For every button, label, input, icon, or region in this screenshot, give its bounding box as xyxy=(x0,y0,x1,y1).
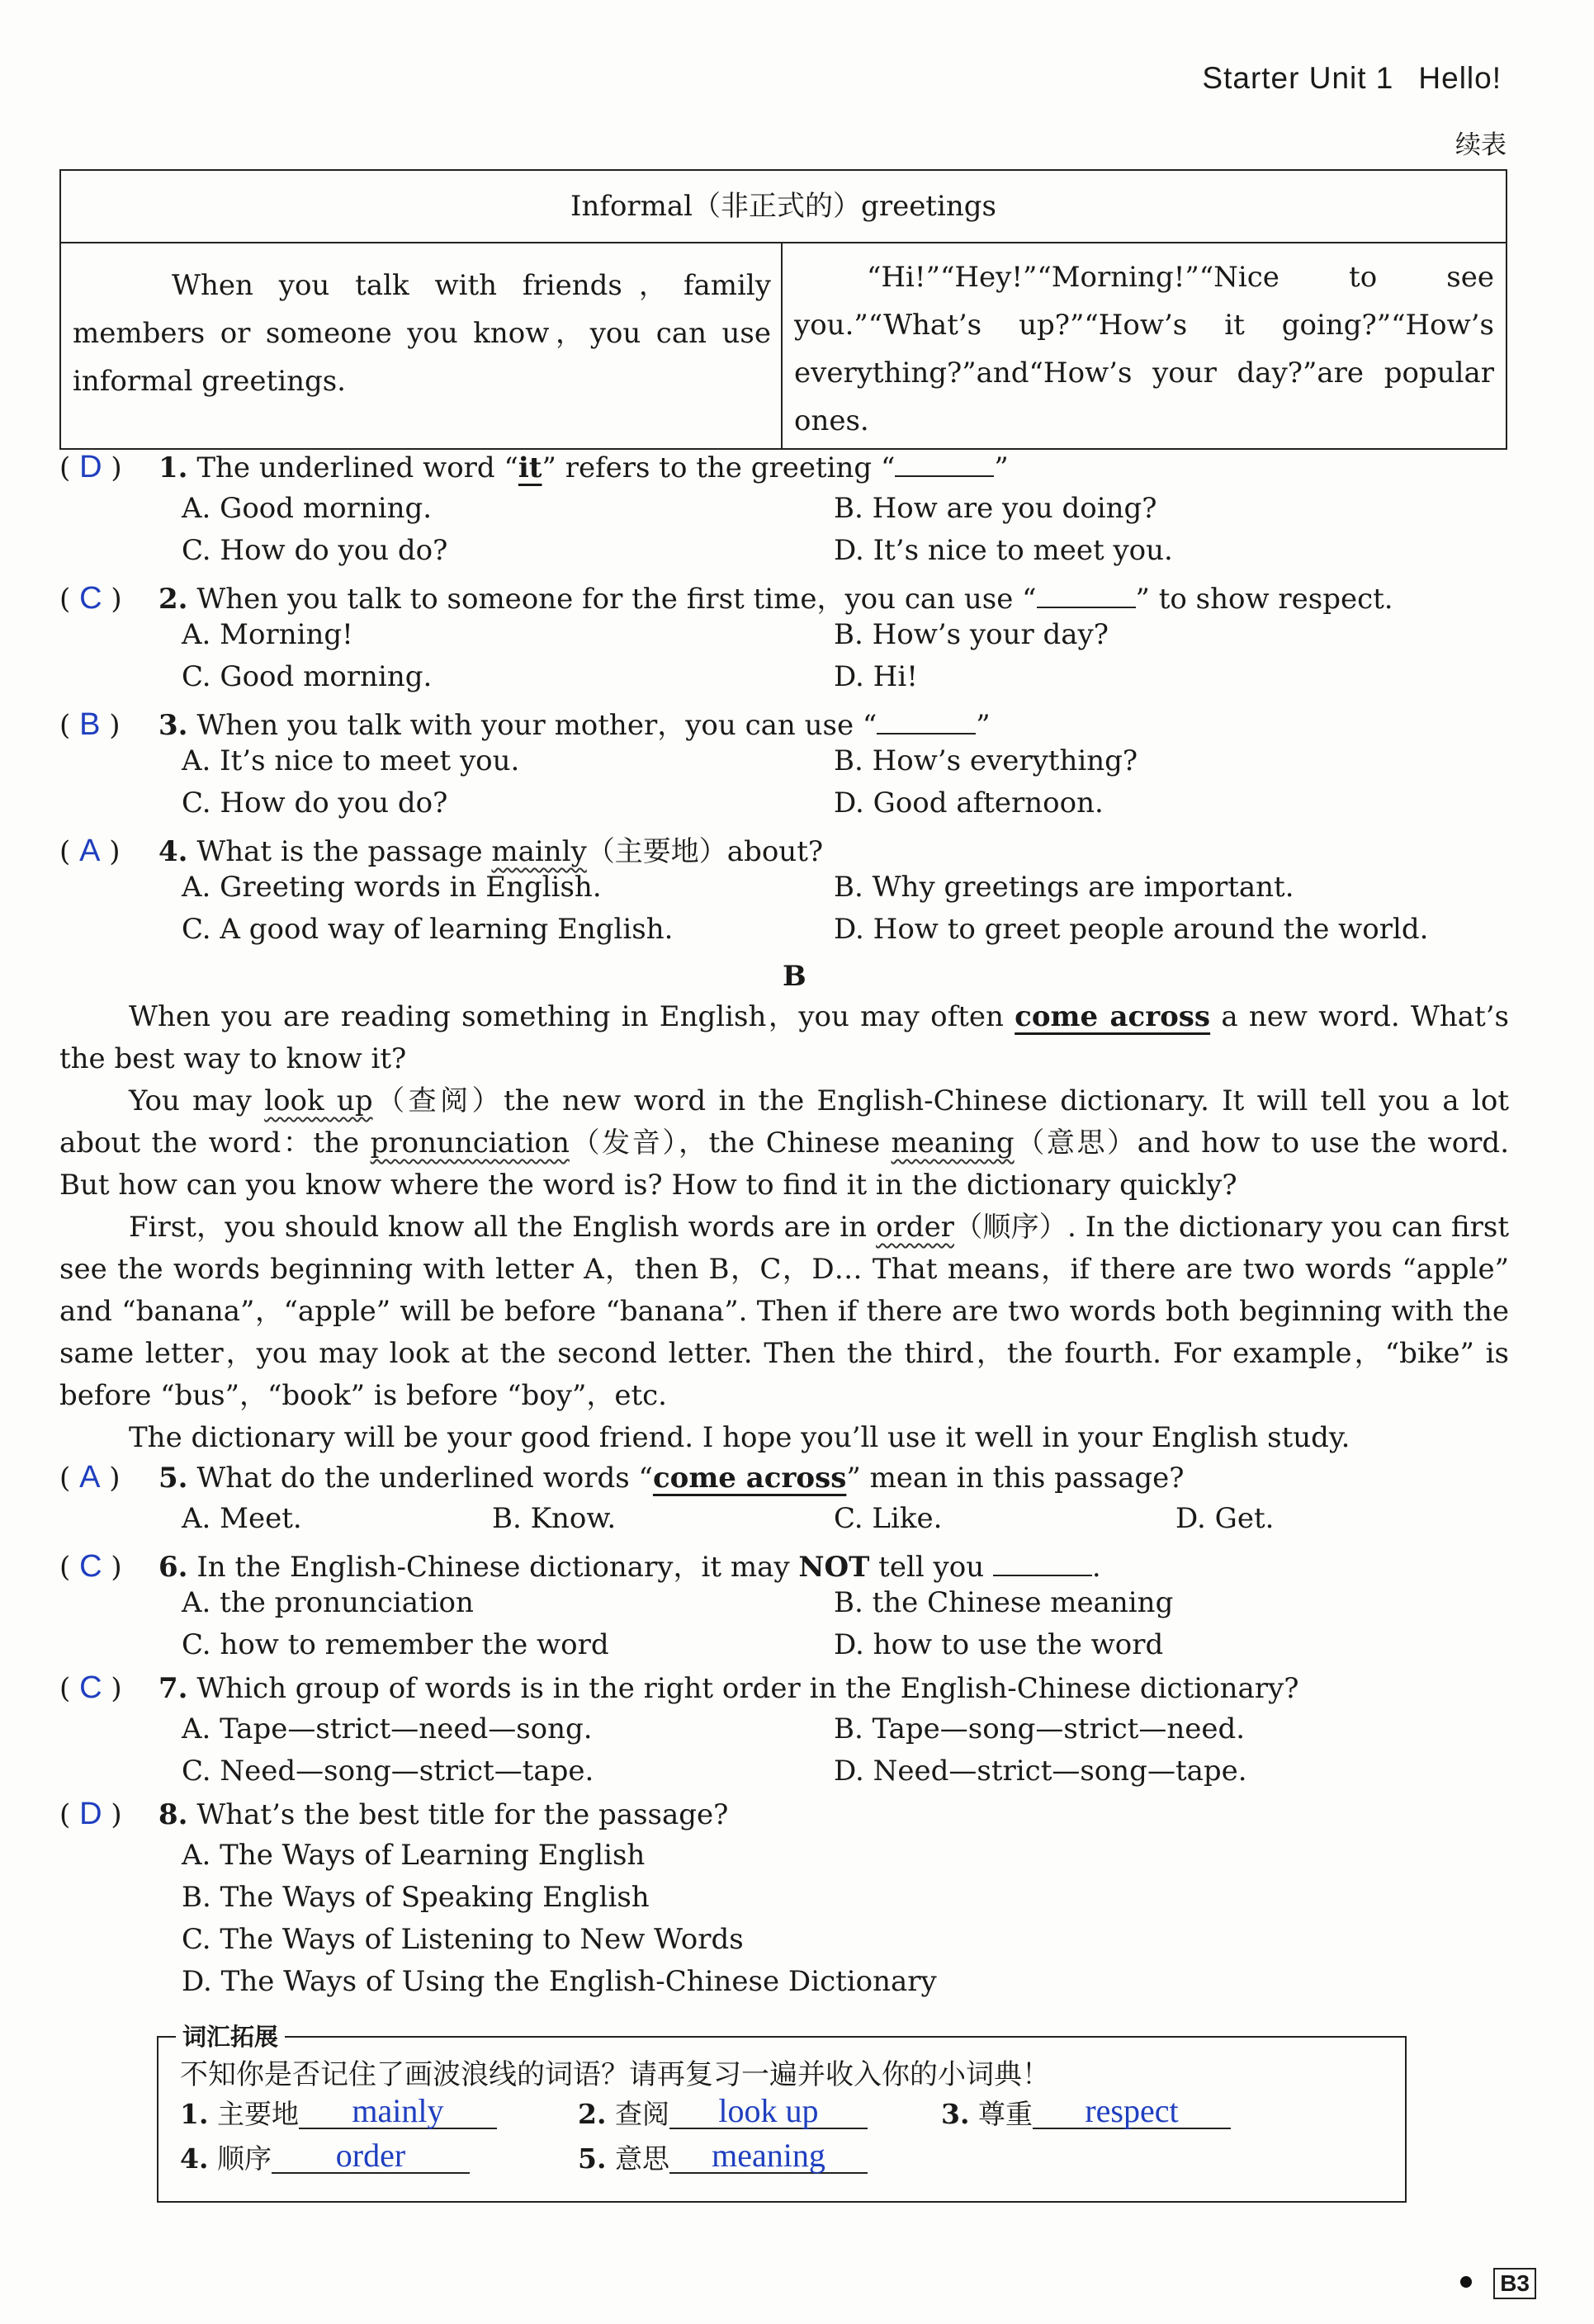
table-right-cell xyxy=(782,243,1506,449)
option-6a: A. the pronunciation xyxy=(182,1586,474,1619)
question-text: Which group of words is in the right order in the English-Chinese dictionary? xyxy=(196,1672,1299,1705)
vocab-cn: 查阅 xyxy=(614,2098,669,2130)
question-4: ( A ) 4. What is the passage mainly（主要地）about? xyxy=(59,834,824,868)
wavy-word: pronunciation xyxy=(370,1127,570,1160)
question-number: 6. xyxy=(158,1551,188,1584)
bold-word: NOT xyxy=(798,1551,870,1584)
option-7b: B. Tape—song—strict—need. xyxy=(834,1712,1246,1745)
option-1b: B. How are you doing? xyxy=(834,492,1157,525)
vocab-cn: 主要地 xyxy=(216,2098,299,2130)
passage-text: You may xyxy=(129,1084,265,1117)
answer-8: D xyxy=(79,1797,102,1831)
option-1d: D. It’s nice to meet you. xyxy=(834,534,1173,567)
answer-5: A xyxy=(79,1460,101,1495)
option-2d: D. Hi! xyxy=(834,660,918,693)
option-8c: C. The Ways of Listening to New Words xyxy=(182,1923,744,1956)
passage-paragraph-1 xyxy=(59,996,1509,1080)
passage-b xyxy=(59,996,1509,1459)
vocab-cn: 尊重 xyxy=(977,2098,1033,2130)
question-text: What is the passage xyxy=(196,835,492,868)
option-5d: D. Get. xyxy=(1175,1502,1275,1535)
option-7c: C. Need—song—strict—tape. xyxy=(182,1755,594,1788)
question-text: The underlined word “ xyxy=(196,451,518,484)
vocab-cn: 顺序 xyxy=(216,2142,272,2175)
option-1a: A. Good morning. xyxy=(182,492,433,525)
question-number: 4. xyxy=(158,835,188,868)
question-6: ( C ) 6. In the English-Chinese dictionary，it may NOT tell you . xyxy=(59,1549,1101,1584)
question-number: 2. xyxy=(158,583,188,616)
passage-text: When you are reading something in English，you may often xyxy=(129,1000,1015,1033)
vocab-num: 5. xyxy=(578,2142,607,2175)
vocab-answer: meaning xyxy=(669,2139,868,2174)
option-4d: D. How to greet people around the world. xyxy=(834,913,1429,946)
passage-paragraph-4: The dictionary will be your good friend. I hope you’ll use it well in your English study. xyxy=(129,1421,1350,1454)
answer-4: A xyxy=(79,834,101,868)
question-text: （主要地）about? xyxy=(586,835,824,868)
vocab-item-5 xyxy=(578,2137,868,2176)
question-text: When you talk to someone for the first time，you can use “ xyxy=(196,583,1037,616)
option-8a: A. The Ways of Learning English xyxy=(182,1839,646,1872)
question-text: When you talk with your mother，you can use “ xyxy=(196,709,877,742)
option-1c: C. How do you do? xyxy=(182,534,448,567)
option-3b: B. How’s everything? xyxy=(834,744,1138,777)
vocab-answer: mainly xyxy=(299,2095,497,2129)
question-text: ” to show respect. xyxy=(1135,583,1393,616)
answer-3: B xyxy=(79,707,101,742)
unit-title: Hello! xyxy=(1418,61,1502,95)
table-heading: Informal（非正式的）greetings xyxy=(60,170,1506,243)
running-header xyxy=(1202,61,1502,96)
option-7d: D. Need—strict—song—tape. xyxy=(834,1755,1247,1788)
option-4b: B. Why greetings are important. xyxy=(834,871,1294,904)
option-6b: B. the Chinese meaning xyxy=(834,1586,1174,1619)
vocab-answer: look up xyxy=(669,2095,868,2129)
question-text: ” xyxy=(994,451,1009,484)
question-1: ( D ) 1. The underlined word “it” refers to the greeting “ ” xyxy=(59,450,1009,484)
unit-label: Starter Unit 1 xyxy=(1202,61,1394,95)
wavy-word: mainly xyxy=(491,835,587,868)
option-8b: B. The Ways of Speaking English xyxy=(182,1881,650,1914)
question-number: 5. xyxy=(158,1462,188,1495)
option-3c: C. How do you do? xyxy=(182,786,448,820)
question-text: What’s the best title for the passage? xyxy=(196,1798,729,1831)
table-left-cell xyxy=(60,243,782,449)
wavy-word: look up xyxy=(264,1084,373,1117)
underlined-word: it xyxy=(518,451,542,484)
option-4c: C. A good way of learning English. xyxy=(182,913,674,946)
continued-label: 续表 xyxy=(1455,130,1506,160)
option-5b: B. Know. xyxy=(492,1502,617,1535)
question-number: 1. xyxy=(158,451,188,484)
question-text: ” xyxy=(976,709,991,742)
passage-paragraph-2 xyxy=(59,1080,1509,1207)
vocab-num: 4. xyxy=(180,2142,209,2175)
question-text: tell you xyxy=(869,1551,993,1584)
vocab-item-4 xyxy=(180,2137,470,2176)
option-4a: A. Greeting words in English. xyxy=(182,871,602,904)
passage-paragraph-3 xyxy=(59,1207,1509,1417)
option-2b: B. How’s your day? xyxy=(834,618,1109,651)
question-2: ( C ) 2. When you talk to someone for the first time，you can use “ ” to show respect. xyxy=(59,581,1393,616)
vocab-answer: respect xyxy=(1033,2095,1231,2129)
question-text: In the English-Chinese dictionary，it may xyxy=(196,1551,799,1584)
table-right-text: “Hi!”“Hey!”“Morning!”“Nice to see you.”“What’s up?”“How’s it going?”“How’s everything?”and“How’s your day?”are popular ones. xyxy=(794,261,1494,437)
passage-text: First，you should know all the English words are in xyxy=(129,1211,877,1244)
question-7: ( C ) 7. Which group of words is in the right order in the English-Chinese dictionary? xyxy=(59,1670,1299,1705)
option-6d: D. how to use the word xyxy=(834,1628,1164,1661)
page-marker-dot xyxy=(1460,2276,1472,2288)
answer-2: C xyxy=(79,581,102,616)
answer-1: D xyxy=(79,450,102,484)
question-number: 3. xyxy=(158,709,188,742)
greetings-table xyxy=(59,169,1507,450)
vocab-item-2 xyxy=(578,2093,868,2132)
question-number: 8. xyxy=(158,1798,188,1831)
passage-text: （发音），the Chinese xyxy=(569,1127,892,1160)
vocab-cn: 意思 xyxy=(614,2142,669,2175)
vocab-item-3 xyxy=(941,2093,1231,2132)
vocab-item-1 xyxy=(180,2093,497,2132)
vocab-instruction: 不知你是否记住了画波浪线的词语？请再复习一遍并收入你的小词典！ xyxy=(180,2058,1050,2091)
question-3: ( B ) 3. When you talk with your mother，you can use “ ” xyxy=(59,707,991,742)
option-2a: A. Morning! xyxy=(182,618,353,651)
option-3a: A. It’s nice to meet you. xyxy=(182,744,520,777)
option-8d: D. The Ways of Using the English-Chinese Dictionary xyxy=(182,1965,937,1998)
answer-blank xyxy=(993,1550,1092,1576)
option-2c: C. Good morning. xyxy=(182,660,433,693)
question-8: ( D ) 8. What’s the best title for the passage? xyxy=(59,1797,729,1831)
question-text: What do the underlined words “ xyxy=(196,1462,653,1495)
page-number: B3 xyxy=(1493,2268,1536,2299)
answer-blank xyxy=(1037,582,1136,608)
table-left-text: When you talk with friends，family members or someone you know，you can use informal greetings. xyxy=(73,269,771,398)
underlined-phrase: come across xyxy=(1015,1000,1211,1033)
vocab-num: 1. xyxy=(180,2098,209,2130)
vocab-num: 3. xyxy=(941,2098,970,2130)
option-6c: C. how to remember the word xyxy=(182,1628,609,1661)
option-5a: A. Meet. xyxy=(182,1502,302,1535)
option-5c: C. Like. xyxy=(834,1502,943,1535)
passage-text: （顺序）. In the dictionary you can first see the words beginning with letter A，then B，C，D… That means，if there are two words “apple” and “banana”，“apple” will be before “banana”. Then if there are two words both beginning with the same letter，you may look at the second letter. Then the third，the fourth. For example，“bike” is before “bus”，“book” is before “boy”，etc. xyxy=(59,1211,1510,1412)
question-text: . xyxy=(1091,1551,1101,1584)
wavy-word: order xyxy=(876,1211,954,1244)
option-7a: A. Tape—strict—need—song. xyxy=(182,1712,593,1745)
option-3d: D. Good afternoon. xyxy=(834,786,1104,820)
passage-text: a new word. What’s the best way to know it? xyxy=(59,1000,1509,1075)
question-text: ” mean in this passage? xyxy=(846,1462,1185,1495)
passage-text: （查阅）the new word in the English-Chinese dictionary. It will tell you a lot about the word：the xyxy=(59,1084,1509,1160)
answer-6: C xyxy=(79,1549,102,1584)
answer-blank xyxy=(895,451,994,477)
answer-7: C xyxy=(79,1670,102,1705)
question-number: 7. xyxy=(158,1672,188,1705)
answer-blank xyxy=(877,708,976,735)
section-b-label: B xyxy=(783,960,806,993)
vocab-label: 词汇拓展 xyxy=(176,2019,285,2052)
wavy-word: meaning xyxy=(891,1127,1015,1160)
question-text: ” refers to the greeting “ xyxy=(542,451,896,484)
underlined-phrase: come across xyxy=(652,1462,847,1495)
vocab-num: 2. xyxy=(578,2098,607,2130)
passage-text: （意思）and how to use the word. But how can you know where the word is? How to find it in the dictionary quickly? xyxy=(59,1127,1510,1202)
vocab-answer: order xyxy=(272,2139,470,2174)
question-5: ( A ) 5. What do the underlined words “come across” mean in this passage? xyxy=(59,1460,1185,1495)
